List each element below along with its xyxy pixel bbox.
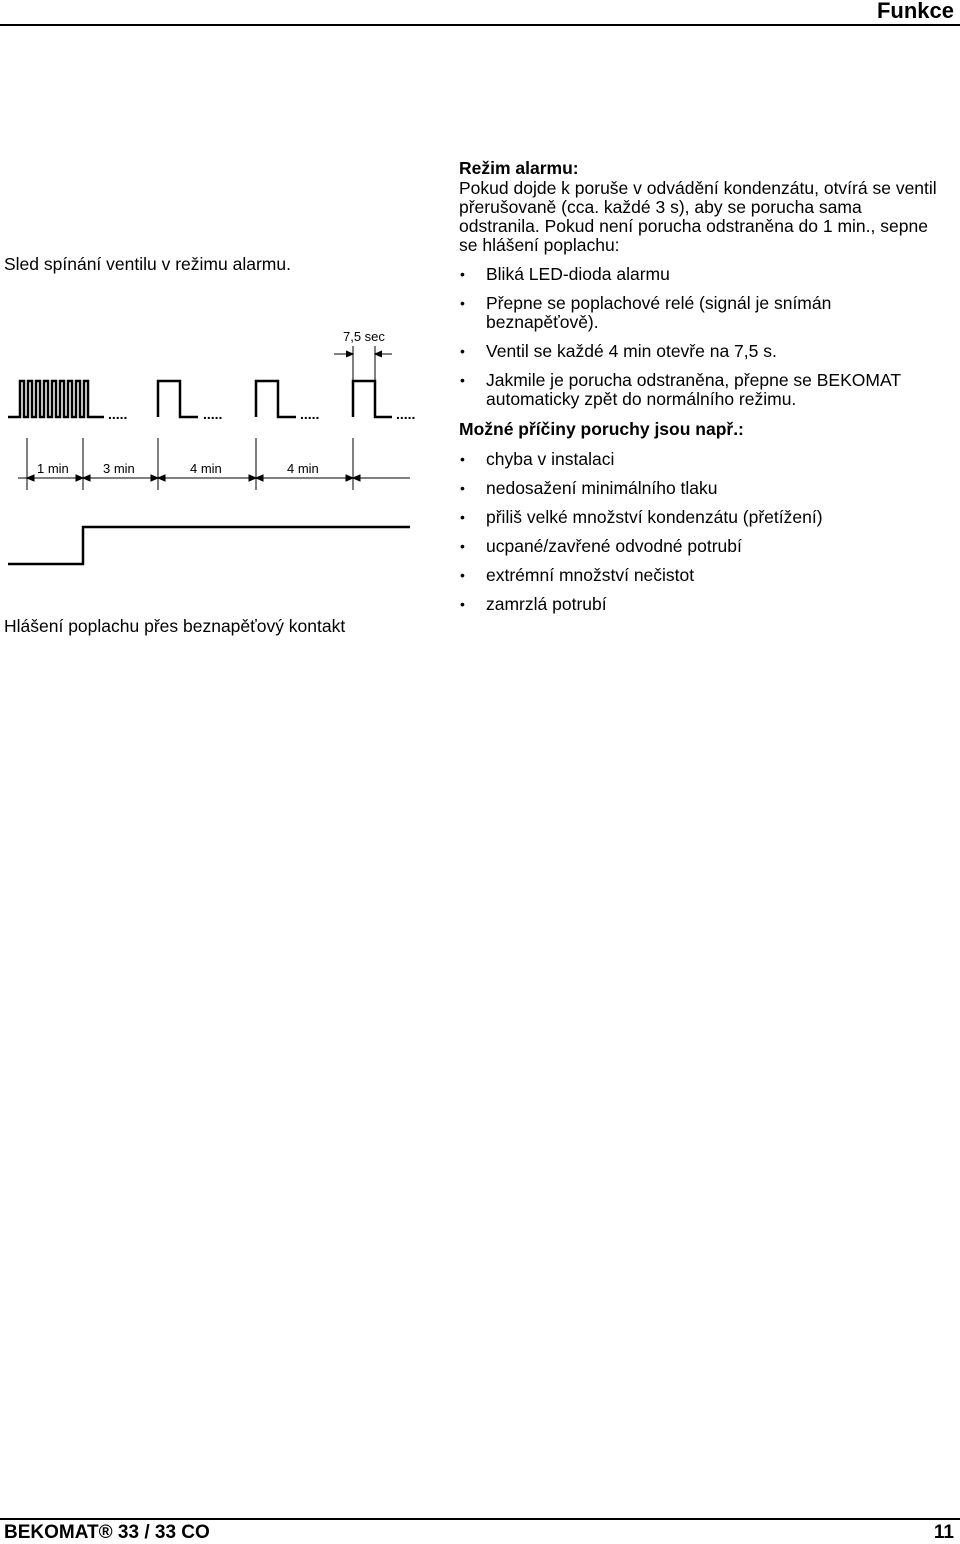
list-item: • chyba v instalaci: [460, 449, 615, 469]
list-item: • nedosažení minimálního tlaku: [460, 478, 718, 498]
list-item: • přiliš velké množství kondenzátu (přetížení): [460, 507, 823, 527]
pulse-duration-label: 7,5 sec: [343, 329, 385, 344]
valve-sequence-caption: Sled spínání ventilu v režimu alarmu.: [4, 254, 291, 274]
alarm-timing-diagram: [0, 318, 440, 578]
bullet-icon: •: [460, 372, 465, 388]
footer-product-name: BEKOMAT® 33 / 33 CO: [4, 1522, 210, 1543]
gap-dots-2: .....: [203, 406, 223, 422]
alarm-mode-intro: Pokud dojde k poruše v odvádění kondenzátu, otvírá se ventil přerušovaně (cca. každé 3 s), aby se porucha sama odstranila. Pokud není porucha odstraněna do 1 min., sepne se hlášení poplachu:: [459, 178, 937, 255]
list-item: • ucpané/zavřené odvodné potrubí: [460, 536, 742, 556]
interval-label-2: 3 min: [103, 461, 135, 476]
bullet-icon: •: [460, 480, 465, 496]
interval-label-3: 4 min: [190, 461, 222, 476]
gap-dots-3: .....: [300, 406, 320, 422]
valve-pulse-train: [8, 381, 104, 417]
gap-dots-1: .....: [108, 406, 128, 422]
bullet-icon: •: [460, 538, 465, 554]
causes-list: [459, 450, 939, 614]
bullet-icon: •: [460, 509, 465, 525]
list-item: • zamrzlá potrubí: [460, 594, 607, 614]
page-header-title: Funkce: [876, 0, 954, 23]
alarm-relay-signal: [8, 527, 410, 564]
alarm-mode-heading: Režim alarmu:: [459, 158, 579, 178]
valve-signal: [8, 381, 392, 417]
bullet-icon: •: [460, 596, 465, 612]
valve-pulse-1: [158, 381, 198, 417]
pulse-duration-annotation: [334, 346, 392, 380]
bullet-icon: •: [460, 266, 465, 282]
valve-pulse-3: [353, 381, 392, 417]
causes-heading: Možné příčiny poruchy jsou např.:: [459, 419, 744, 439]
interval-label-4: 4 min: [287, 461, 319, 476]
list-item: • extrémní množství nečistot: [460, 565, 695, 585]
list-item: • Přepne se poplachové relé (signál je snímán beznapěťově).: [460, 293, 832, 332]
bullet-icon: •: [460, 567, 465, 583]
alarm-mode-section: [459, 158, 939, 614]
list-item: • Bliká LED-dioda alarmu: [460, 264, 670, 284]
header-divider: [0, 24, 960, 26]
valve-pulse-2: [256, 381, 296, 417]
alarm-actions-list: [459, 265, 939, 409]
list-item: • Jakmile je porucha odstraněna, přepne se BEKOMAT automaticky zpět do normálního režimu.: [460, 370, 901, 409]
footer-divider: [0, 1518, 960, 1520]
bullet-icon: •: [460, 295, 465, 311]
bullet-icon: •: [460, 343, 465, 359]
gap-dots-4: .....: [396, 406, 416, 422]
alarm-contact-caption: Hlášení poplachu přes beznapěťový kontakt: [4, 616, 346, 636]
page-number: 11: [933, 1522, 954, 1543]
bullet-icon: •: [460, 451, 465, 467]
interval-label-1: 1 min: [37, 461, 69, 476]
list-item: • Ventil se každé 4 min otevře na 7,5 s.: [460, 341, 777, 361]
